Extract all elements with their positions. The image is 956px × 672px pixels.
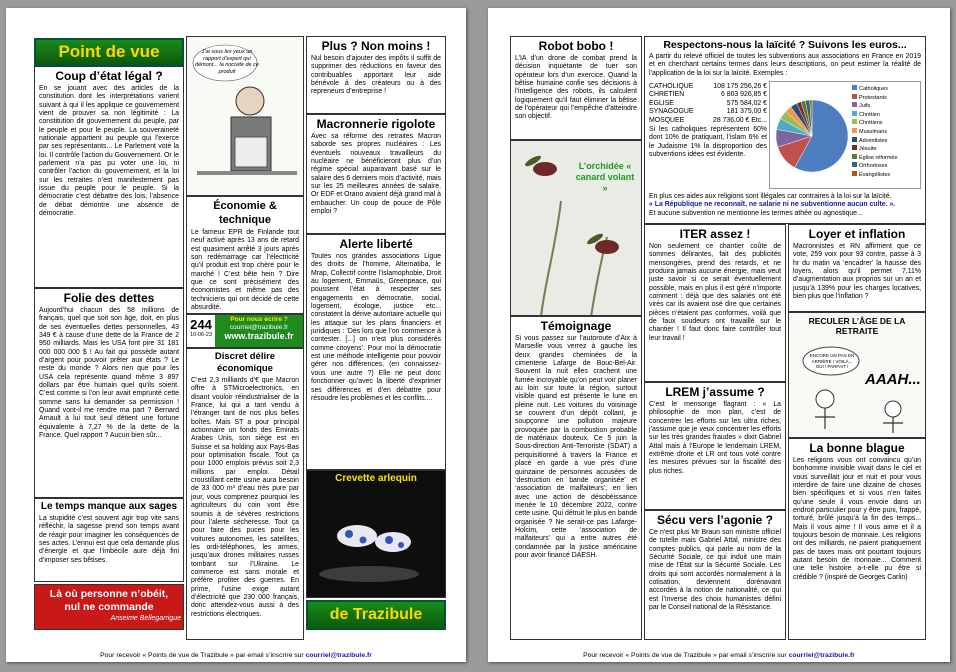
footer bbox=[488, 652, 950, 659]
pie-chart-box bbox=[769, 81, 921, 189]
legend-item bbox=[852, 171, 920, 180]
legend-item bbox=[852, 94, 920, 103]
contact-block bbox=[215, 315, 303, 347]
row-label: CATHOLIQUE bbox=[649, 83, 694, 90]
article-text: C’est 2,3 milliards d’€ que Macron offre à STMicroelectronics, en disant vouloir réindustrialiser de la France, lui qui a tant vendu à l’étranger tant de nos plus belles boîtes. Mais ST a pour principal actionnaire un fonds des Emirats Arabes Unis, son siège est en Suisse et sa holding aux Pays-Bas pour optimisation fiscale. Tout ça pour 1000 emplois prévus soit 2,3 millions par emploi. Détail croustillant cette usine aura besoin de 33 000 m³ d’eau très pure par jour, vous comprenez pourquoi les agriculteurs du coin vont être soumis à de sévères restrictions pour l’alerte sécheresse. Tout ça pour faire des puces pour les voitures autonomes, les satellites, les ordi-téléphones, les armes, jusqu’aux drones militaires russes tombant sur l’Ukraine. Le commerce est sans morale et préfère profiter des guerres. En prime, l’usine exige autant d’électricité que 230 000 français, donc attendez-vous aussi à des restrictions électriques. bbox=[191, 377, 299, 618]
article-text: La stupidité c’est souvent agir trop vite sans réfléchir, la sagesse prend son temps avant de réagir pour imaginer les conséquences de ses actes. L’ennui est que cela demande plus d’énergie et que l’imbécile aure déjà fini d’imposer ses bêtises. bbox=[39, 515, 179, 564]
legend-label: Orthodoxes bbox=[859, 163, 888, 170]
cartoon-retraite bbox=[788, 312, 926, 438]
de-trazibule-banner bbox=[306, 600, 446, 630]
newsletter-page-left bbox=[6, 8, 466, 662]
article-text: Non seulement ce chantier coûte de sommes délirantes, fait des publicités mensongères, prend des retards, et ne produira jamais aucune énergie, mais veut juste savoir si ce serait éventuellement possible, mais en plus il est géré n’importe comment : déjà que des salariés ont été virés car ils avaient osé dire que certaines pièces n’étaient pas conformes, voilà que de faux soudeurs ont travaillé sur le chantier ! Il faut donc faire contrôler tout leur travail ! bbox=[649, 243, 781, 342]
cartoon-caption: J’ai sous les yeux un rapport d’expert qui démont... la nocivité de ce produit bbox=[195, 49, 259, 75]
de-trazibule-label: de Trazibule bbox=[329, 606, 423, 623]
article-title: Macronnerie rigolote bbox=[316, 117, 436, 131]
legend-label: Protestants bbox=[859, 94, 887, 101]
article-coup-etat bbox=[34, 66, 184, 288]
legend-swatch bbox=[852, 137, 857, 142]
article-alerte-liberte bbox=[306, 234, 446, 470]
row-value: 6 803 926,85 € bbox=[721, 91, 767, 99]
footer-text: Pour recevoir « Points de vue de Trazibule » par email s’inscrire sur bbox=[100, 652, 306, 659]
article-sages bbox=[34, 498, 184, 582]
pie-chart bbox=[772, 86, 852, 186]
point-de-vue-label: Point de vue bbox=[58, 42, 160, 61]
row-value: 108 175 256,26 € bbox=[713, 83, 767, 90]
row-value: 181 375,00 € bbox=[726, 108, 767, 116]
crevette-image bbox=[307, 484, 446, 594]
article-title: Économie & technique bbox=[213, 200, 277, 226]
legend-item bbox=[852, 119, 920, 128]
article-loyer bbox=[788, 224, 926, 312]
legend-swatch bbox=[852, 162, 857, 167]
legend-label: Chrétiens bbox=[859, 120, 883, 127]
quote-box bbox=[34, 584, 184, 630]
footer-email-link[interactable]: courriel@trazibule.fr bbox=[788, 652, 855, 659]
article-title: Folie des dettes bbox=[63, 291, 155, 305]
article-text: Toutes nos grandes associations Ligue des droits de l’homme, Alternatiba, le Mrap, Collectif contre l’islamophobie, Droit au logement, Emmaüs, Greenpeace, qui poussent l’état à respecter ses engagements en démocratie, social, logement, écologie, justice etc... constatent la dérive autoritaire actuelle qui les attaque sur les plans financiers et juridiques : ‘Dès lors que l’on commence à contester. [...] on n’est plus considérés comme citoyens’. Pour moi la démocratie est une méthode intelligente pour pouvoir gérer nos différences, (en connaissez-vous une autre ?) Elle ne peut donc fonctionner qu’avec la liberté d’exprimer ses différences et d’en débattre pour résoudre les problèmes et les conflits.... bbox=[311, 253, 441, 402]
row-label: EGLISE bbox=[649, 99, 674, 107]
article-title: La bonne blague bbox=[809, 441, 905, 455]
legend-label: Jésuite bbox=[859, 146, 877, 153]
row-label: CHRETIEN bbox=[649, 91, 685, 99]
legend-swatch bbox=[852, 102, 857, 107]
article-blague bbox=[788, 438, 926, 640]
point-de-vue-banner bbox=[34, 38, 184, 66]
article-text: Le fameux EPR de Finlande tout neuf activé après 13 ans de retard est quasiment arrêté 3 jours après son redémarrage car l’électricité qu’il produit est trop chère pour le marché ! C’est bête hein ? Dire que ce sont précisément des économistes et même pas des techniciens qui ont décidé de cette absurdité. bbox=[191, 229, 299, 312]
photo-orchidee bbox=[510, 140, 642, 316]
legend-label: Juifs bbox=[859, 103, 871, 110]
article-macronnerie bbox=[306, 114, 446, 234]
article-secu bbox=[644, 510, 786, 640]
article-robot bbox=[510, 36, 642, 140]
row-value: 28 736,00 € Etc... bbox=[712, 116, 767, 124]
quote-line-2: nul ne commande bbox=[64, 601, 154, 613]
row-label: MOSQUEE bbox=[649, 116, 685, 124]
legend-swatch bbox=[852, 171, 857, 176]
legend-item bbox=[852, 111, 920, 120]
issue-date: 10-06-23 bbox=[189, 332, 213, 338]
photo-caption: Crevette arlequin bbox=[335, 473, 417, 484]
article-discret bbox=[186, 348, 304, 640]
article-text: Les religions vous ont convaincu qu’un bonhomme invisible vivait dans le ciel et vous surveillait jour et nuit et pour vous interdire de faire une dizaine de choses bien spécifiques et si vous n’en faites qu’une seule il vous envoie dans un endroit particulier pour y être puni, frappé, torturé, brûlé jusqu’à la fin des temps... Mais il vous aime ! Il vous aime et il a toujours besoin de monnaie. Les religions ont des milliards, ne paient pratiquement pas de taxes mais ont pourtant toujours autant besoin de monnaie... Comment une telle histoire a-t-elle pu être si crédible ? (inspiré de Georges Carlin) bbox=[793, 457, 921, 581]
issue-number-block bbox=[187, 315, 215, 347]
article-text: Nul besoin d’ajouter des impôts il suffit de supprimer des réductions en faveur des contribuables apportant leur aide bénévole à des créateurs ou à des repreneurs d’entreprise ! bbox=[311, 55, 441, 96]
legend-label: Catholiques bbox=[859, 86, 889, 92]
subvention-row bbox=[649, 100, 767, 108]
legend-swatch bbox=[852, 85, 857, 90]
row-label: SYNAGOGUE bbox=[649, 108, 694, 116]
article-text: En plus ces aides aux religions sont illégales car contraires à la loi sur la laïcité. bbox=[649, 193, 892, 200]
article-text: Ce n’est plus Mr Braun son ministre officiel de tutelle mais Gabriel Attal, ministre des comptes publics, qui parle au nom de la Sécurité Sociale, ce qui induit une main mise de l’État sur la Sécurité Sociale. Les droits qui sont accordés normalement à la cotisation, deviennent dorénavant accordés à la notion de nationalité, ce qui est l’inverse des choix humanistes défini par le Conseil national de la Résistance. bbox=[649, 529, 781, 612]
article-text: Avec sa réforme des retraites Macron saborde ses propres nucléaires : Les éventuels nouveaux travailleurs du nucléaire ne bénéficieront plus d’un régime spécial auparavant basé sur le salaire des 6 derniers mois d’activité, mais sur les 25 meilleures années de salaire. Or EDF et Orano avaient déjà grand mal à embaucher. Un coup de pouce de Pôle emploi ? bbox=[311, 133, 441, 216]
article-title: Témoignage bbox=[540, 319, 612, 333]
article-text: Si les catholiques représentent 60% dont 10% de pratiquant, l’islam 6% et le Judaisme 1% la disproportion des subventions idées est évidente. bbox=[649, 126, 767, 159]
legend-item bbox=[852, 128, 920, 137]
article-text: C’est le mensonge flagrant : « La philosophie de mon plan, c’est de concentrer les efforts sur les ultra riches, j’assume que je veux concentrer les efforts sur les très grandes fraudes » dixit Gabriel Attal mais à l’Europe le lendemain LREM, extrême droite et LR ont tous voté contre les mesures prévues sur la fiscalité des plus riches. bbox=[649, 401, 781, 475]
article-title: Le temps manque aux sages bbox=[40, 501, 178, 512]
article-quote: « La République ne reconnaît, ne salarie ni ne subventionne aucun culte. ». bbox=[649, 201, 896, 209]
footer-text: Pour recevoir « Points de vue de Trazibule » par email s’inscrire sur bbox=[583, 652, 789, 659]
article-economie bbox=[186, 196, 304, 314]
legend-label: Chrétien bbox=[859, 111, 880, 118]
row-value: 575 584,02 € bbox=[726, 99, 767, 107]
legend-item bbox=[852, 85, 920, 94]
article-title: Robot bobo ! bbox=[538, 39, 614, 53]
article-title: Loyer et inflation bbox=[808, 227, 906, 241]
issue-number: 244 bbox=[190, 317, 212, 332]
legend-item bbox=[852, 102, 920, 111]
legend-swatch bbox=[852, 145, 857, 150]
article-lrem bbox=[644, 382, 786, 510]
cartoon-bubble-text: ENCORE UN PAS EN ARRIÈRE ! VOILÀ... OUI ! PARFAIT ! bbox=[809, 353, 855, 369]
issue-contact-box bbox=[186, 314, 304, 348]
cartoon-expert bbox=[186, 36, 304, 196]
article-text: Macronnistes et RN affirment que ce vote, 259 voix pour 93 contre, passe à 3 hr du matin va ‘encadrer’ la hausse des loyers, alors qu’il permet 7,11% d’augmentation aux proprios sur un an et jusqu’à 139% pour les charges locatives, bien plus que l’inflation ? bbox=[793, 243, 921, 301]
cartoon-shout: AAAH... bbox=[865, 371, 921, 388]
cartoon-label: RECULER L’ÂGE DE LA RETRAITE bbox=[808, 316, 906, 336]
article-title: Coup d’état légal ? bbox=[55, 69, 163, 83]
article-plus-non-moins bbox=[306, 36, 446, 114]
quote-author: Anseime Bellegarrigue bbox=[110, 615, 181, 622]
subvention-row bbox=[649, 83, 767, 91]
legend-item bbox=[852, 162, 920, 171]
subvention-row bbox=[649, 91, 767, 99]
article-footer-text bbox=[649, 193, 921, 218]
website-link[interactable]: www.trazibule.fr bbox=[224, 331, 294, 341]
legend-label: Évangélistes bbox=[859, 171, 891, 178]
contact-email-link[interactable]: courriel@trazibule.fr bbox=[229, 324, 289, 331]
subvention-row bbox=[649, 117, 767, 125]
legend-item bbox=[852, 154, 920, 163]
article-intro: A partir du relevé officiel de toutes les subventions aux associations en France en 2019 et en cherchant certains termes dans leurs descriptions, on peut estimer la réalité de l’application de la loi sur la laïcité. Exemples : bbox=[649, 53, 921, 77]
photo-crevette bbox=[306, 470, 446, 598]
article-title: Respectons-nous la laïcité ? Suivons les euros... bbox=[663, 39, 907, 51]
article-title: Alerte liberté bbox=[339, 237, 413, 251]
article-iter bbox=[644, 224, 786, 382]
legend-item bbox=[852, 145, 920, 154]
footer-email-link[interactable]: courriel@trazibule.fr bbox=[305, 652, 372, 659]
legend-item bbox=[852, 137, 920, 146]
article-text: L’IA d’un drone de combat prend la décision inquiétante de tuer son opérateur lors d’un exercice. Quand la bêtise humaine confie ses décisions à l’intelligence des robots, ils calculent logiquement qu’il faut éliminer la bêtise de l’opérateur qui l’empêche d’atteindre son objectif. bbox=[515, 55, 637, 121]
pie-legend bbox=[852, 85, 920, 180]
photo-caption: L’orchidée « canard volant » bbox=[575, 161, 635, 193]
article-title: Plus ? Non moins ! bbox=[321, 39, 431, 53]
legend-label: Musulmans bbox=[859, 128, 888, 135]
article-title: LREM j’assume ? bbox=[665, 385, 765, 399]
legend-label: Église réformée bbox=[859, 154, 898, 161]
legend-swatch bbox=[852, 94, 857, 99]
article-text: En se jouant avec des articles de la constitution dont les interprétations varient suivant à qui il les applique ce gouvernement vient de prouver sa non légitimité : La constitution dit gouvernement du peuple, par le peuple et pour le peuple. La souveraineté nationale appartient au peuple qui l’exerce par ses représentants... Le Parlement vote la loi. Il contrôle l’action du Gouvernement. Or le parlement n’a pas pu voter une loi, ni contrôler l’action du gouvernement, et la loi sur les retraites n’est manifestement pas issue du peuple pour le peuple. Si la démocratie c’est débattre des lois, l’absence de débat démontre une absence de démocratie. bbox=[39, 85, 179, 218]
article-title: Sécu vers l’agonie ? bbox=[656, 513, 774, 527]
legend-swatch bbox=[852, 154, 857, 159]
article-title: Discret délire économique bbox=[214, 351, 276, 374]
quote-line-1: Là où personne n’obéit, bbox=[49, 588, 169, 600]
legend-swatch bbox=[852, 128, 857, 133]
legend-swatch bbox=[852, 111, 857, 116]
subvention-row bbox=[649, 108, 767, 116]
footer bbox=[6, 652, 466, 659]
newsletter-page-right bbox=[488, 8, 950, 662]
article-laicite bbox=[644, 36, 926, 224]
article-folie-dettes bbox=[34, 288, 184, 498]
article-text: Et aucune subvention ne mentionne les termes athée ou agnostique... bbox=[649, 209, 863, 217]
contact-label: Pour nous écrire ? bbox=[230, 316, 288, 323]
legend-label: Adventistes bbox=[859, 137, 888, 144]
article-text: Si vous passez sur l’autoroute d’Aix à Marseille vous verrez à gauche les deux grandes cheminées de la cimenterie Lafarge de Bouc-Bel-Air. Souvent la nuit elles crachent une fumée incroyable qu’on peut voir planer au loin sur toute la région, surtout visible quand est présente le lune en pleine nuit. Les voitures du voisinage se couvrent d’un dépôt collant, je soupçonne une pollution majeure provoquée par la combustion probable de matériaux douteux. Ce 5 juin la Sous-direction Anti-Terroriste (SDAT) a perquisitionné à travers la France et placé en garde à vue près d’une quinzaine de personnes accusées de ‘destruction en bande organisée’ et ‘association de malfaiteurs’, en lien avec une action de désobéissance menée le 10 décembre 2022, contre cette usine. Qui détruit le plus en bande organisée ? Ne serait-ce pas Lafarge-Holcim, cette ‘association de malfaiteurs’ qui a entre autres été condamnée par la justice américaine pour avoir financé DAESH. bbox=[515, 335, 637, 559]
article-temoignage bbox=[510, 316, 642, 640]
legend-swatch bbox=[852, 119, 857, 124]
article-title: ITER assez ! bbox=[679, 227, 751, 241]
article-text: Aujourd’hui chacun des 58 millions de français, quel que soit son âge, doit, en plus de ses éventuelles dettes personnelles, 43 349 € à cause d’une dette de la France de 2 950 milliards. Mais les USA font pire 31 181 000 000 000 $ ! Au fait qui possède autant d’argent pour pouvoir prêter aux états ? Le reste du monde ? Alors rien que pour les USA cela représente quand même 3 897 dollars par être humain quel qu’ils soient. C’est comme si l’on leur avait emprunté cette somme sans lui demander sa permission ! Quand vont-il me rendre ma part ? Bernard Arnault à lui tout seul détient une fortune équivalente à 7,27 % de la dette de la France. Quel rapport ? Aucun bien sûr... bbox=[39, 307, 179, 440]
subvention-table bbox=[649, 83, 767, 160]
